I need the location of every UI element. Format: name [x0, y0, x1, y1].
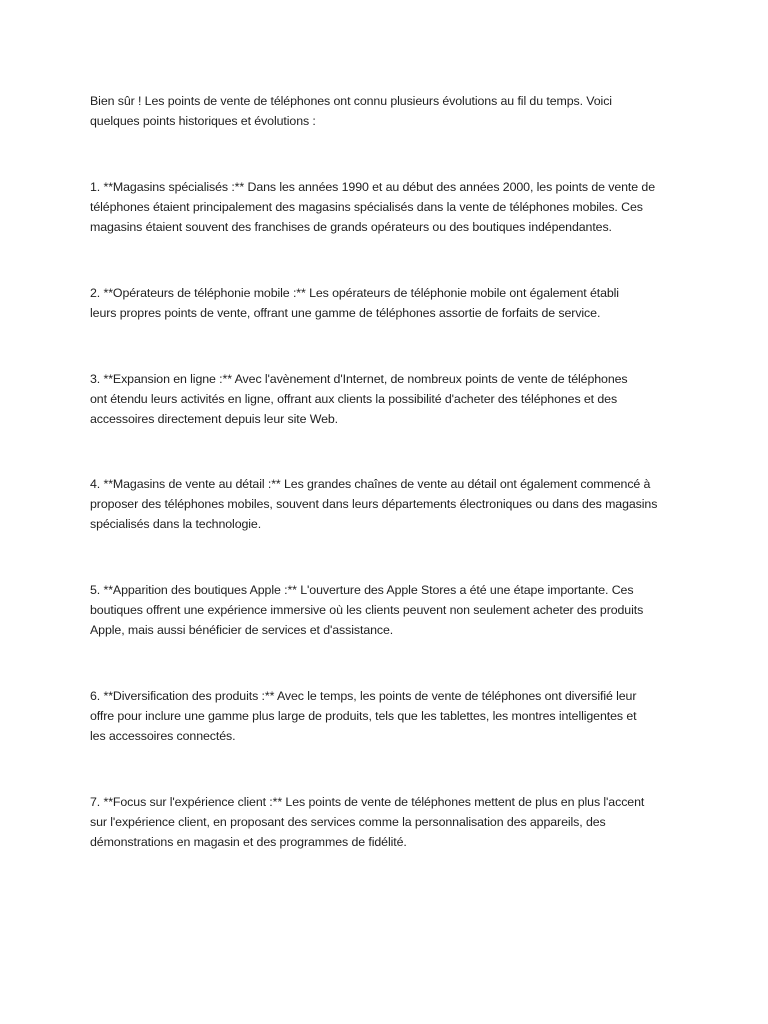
intro-paragraph: [90, 91, 690, 131]
text-line: Bien sûr ! Les points de vente de téléphones ont connu plusieurs évolutions au fil du temps. Voici: [90, 94, 612, 108]
text-line: spécialisés dans la technologie.: [90, 517, 262, 531]
text-line: 5. **Apparition des boutiques Apple :** L'ouverture des Apple Stores a été une étape importante. Ces: [90, 583, 634, 597]
text-line: accessoires directement depuis leur site Web.: [90, 412, 339, 426]
text-line: magasins étaient souvent des franchises de grands opérateurs ou des boutiques indépendantes.: [90, 220, 612, 234]
list-item-2-paragraph: [90, 283, 690, 323]
text-line: 3. **Expansion en ligne :** Avec l'avènement d'Internet, de nombreux points de vente de téléphones: [90, 372, 628, 386]
text-line: téléphones étaient principalement des magasins spécialisés dans la vente de téléphones mobiles. Ces: [90, 200, 643, 214]
text-line: boutiques offrent une expérience immersive où les clients peuvent non seulement acheter des produits: [90, 603, 644, 617]
list-item-3-paragraph: [90, 369, 690, 429]
text-line: démonstrations en magasin et des programmes de fidélité.: [90, 835, 407, 849]
list-item-4-paragraph: [90, 474, 690, 534]
text-line: les accessoires connectés.: [90, 729, 236, 743]
text-line: 1. **Magasins spécialisés :** Dans les années 1990 et au début des années 2000, les points de vente de: [90, 180, 655, 194]
text-line: leurs propres points de vente, offrant une gamme de téléphones assortie de forfaits de service.: [90, 306, 601, 320]
list-item-7-paragraph: [90, 792, 690, 852]
text-line: sur l'expérience client, en proposant des services comme la personnalisation des appareils, des: [90, 815, 606, 829]
text-line: proposer des téléphones mobiles, souvent dans leurs départements électroniques ou dans des magasins: [90, 497, 658, 511]
text-line: 4. **Magasins de vente au détail :** Les grandes chaînes de vente au détail ont également commencé à: [90, 477, 651, 491]
text-line: Apple, mais aussi bénéficier de services et d'assistance.: [90, 623, 394, 637]
list-item-5-paragraph: [90, 580, 690, 640]
list-item-1-paragraph: [90, 177, 690, 237]
text-line: ont étendu leurs activités en ligne, offrant aux clients la possibilité d'acheter des téléphones et des: [90, 392, 618, 406]
text-line: 7. **Focus sur l'expérience client :** Les points de vente de téléphones mettent de plus en plus l'accent: [90, 795, 645, 809]
text-line: quelques points historiques et évolutions :: [90, 114, 316, 128]
text-line: offre pour inclure une gamme plus large de produits, tels que les tablettes, les montres intelligentes et: [90, 709, 637, 723]
text-line: 6. **Diversification des produits :** Avec le temps, les points de vente de téléphones ont diversifié leur: [90, 689, 637, 703]
text-line: 2. **Opérateurs de téléphonie mobile :** Les opérateurs de téléphonie mobile ont également établi: [90, 286, 619, 300]
list-item-6-paragraph: [90, 686, 690, 746]
